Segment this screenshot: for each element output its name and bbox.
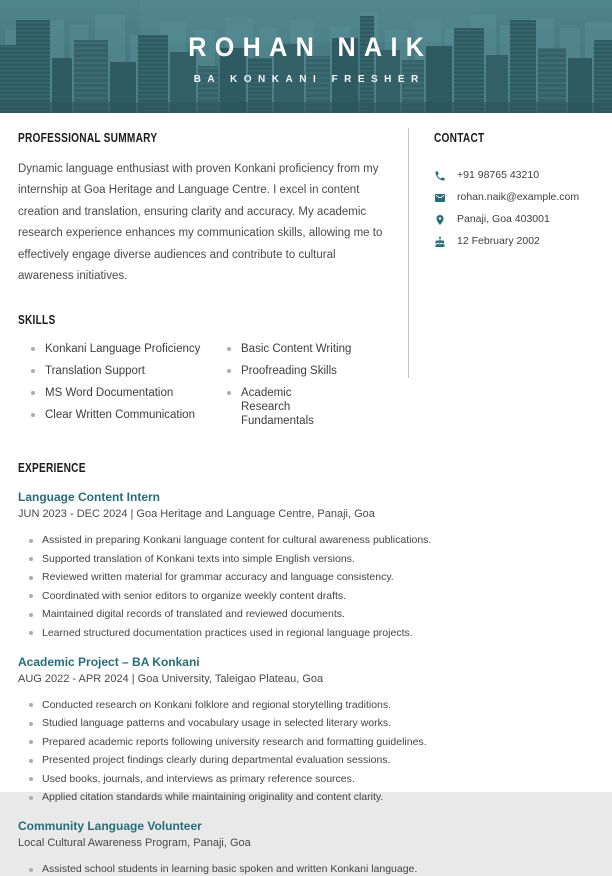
skills-heading: SKILLS — [18, 312, 56, 328]
job-bullet: Assisted school students in learning basic spoken and written Konkani language. — [18, 863, 594, 876]
job-bullet-list — [18, 863, 594, 876]
job-title: Academic Project – BA Konkani — [18, 654, 200, 669]
job-bullet-list — [18, 534, 594, 640]
skill-item: Translation Support — [18, 364, 214, 378]
left-column — [18, 130, 393, 436]
job-title: Community Language Volunteer — [18, 819, 202, 834]
candidate-tagline: BA KONKANI FRESHER — [193, 74, 425, 85]
job-title: Language Content Intern — [18, 490, 160, 505]
skills-section — [18, 312, 393, 436]
contact-row-email — [434, 191, 594, 204]
top-section — [18, 130, 594, 436]
resume-body — [0, 130, 612, 876]
contact-list — [434, 169, 594, 248]
job-bullet: Learned structured documentation practices used in regional language projects. — [18, 627, 594, 640]
contact-row-location — [434, 213, 594, 226]
experience-section — [18, 460, 594, 876]
job-bullet: Conducted research on Konkani folklore and regional storytelling traditions. — [18, 699, 594, 712]
job-bullet: Studied language patterns and vocabulary usage in selected literary works. — [18, 717, 594, 730]
candidate-name: ROHAN NAIK — [188, 32, 433, 62]
contact-heading: CONTACT — [434, 130, 485, 145]
hero-header — [0, 0, 612, 113]
summary-text: Dynamic language enthusiast with proven Konkani proficiency from my internship at Goa Heritage and Language Centre. I excel in content creation and translation, ensuring clarity and accuracy. My academic research experience enhances my communication skills, allowing me to effectively engage diverse audiences and contribute to cultural awareness initiatives. — [18, 163, 383, 283]
job-bullet: Reviewed written material for grammar accuracy and language consistency. — [18, 571, 594, 584]
job-meta: Local Cultural Awareness Program, Panaji, Goa — [18, 837, 251, 850]
birthday-text: 12 February 2002 — [457, 235, 540, 247]
job-bullet: Applied citation standards while maintaining originality and content clarity. — [18, 791, 594, 804]
contact-row-phone — [434, 169, 594, 182]
skill-item: Proofreading Skills — [214, 364, 351, 378]
email-icon — [434, 192, 446, 204]
job-bullet: Coordinated with senior editors to organize weekly content drafts. — [18, 590, 594, 603]
job-bullet: Assisted in preparing Konkani language content for cultural awareness publications. — [18, 534, 594, 547]
skills-column-2 — [214, 342, 351, 436]
job-bullet: Prepared academic reports following university research and formatting guidelines. — [18, 736, 594, 749]
location-icon — [434, 214, 446, 226]
skill-item: Basic Content Writing — [214, 342, 351, 356]
summary-heading: PROFESSIONAL SUMMARY — [18, 130, 158, 145]
job-meta: JUN 2023 - DEC 2024 | Goa Heritage and Language Centre, Panaji, Goa — [18, 508, 375, 521]
contact-section — [434, 130, 594, 436]
job-bullet: Presented project findings clearly during departmental evaluation sessions. — [18, 754, 594, 767]
skills-columns — [18, 342, 393, 436]
vertical-divider — [408, 128, 409, 378]
hero-text-block — [0, 0, 612, 113]
job-bullet: Maintained digital records of translated and reviewed documents. — [18, 608, 594, 621]
location-text: Panaji, Goa 403001 — [457, 213, 550, 225]
job-bullet: Used books, journals, and interviews as primary reference sources. — [18, 773, 594, 786]
job-bullet-list — [18, 699, 594, 805]
job-meta: AUG 2022 - APR 2024 | Goa University, Taleigao Plateau, Goa — [18, 672, 324, 685]
skill-item: MS Word Documentation — [18, 386, 214, 400]
skills-column-1 — [18, 342, 214, 436]
skill-item: Konkani Language Proficiency — [18, 342, 214, 356]
skill-item: Academic Research Fundamentals — [214, 386, 334, 428]
job-entry — [18, 490, 594, 640]
experience-heading: EXPERIENCE — [18, 460, 86, 476]
job-entry — [18, 819, 594, 876]
email-address: rohan.naik@example.com — [457, 191, 580, 203]
phone-number: +91 98765 43210 — [457, 169, 540, 181]
job-bullet: Supported translation of Konkani texts into simple English versions. — [18, 553, 594, 566]
skill-item: Clear Written Communication — [18, 408, 214, 422]
job-entry — [18, 655, 594, 805]
contact-row-birthday — [434, 235, 594, 248]
phone-icon — [434, 170, 446, 182]
birthday-icon — [434, 236, 446, 248]
